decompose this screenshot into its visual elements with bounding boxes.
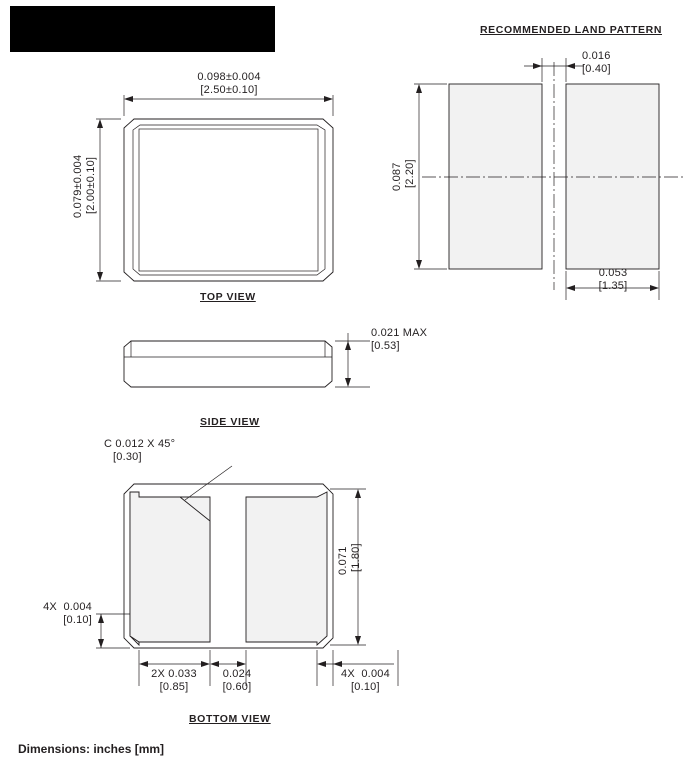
dimensions-note: Dimensions: inches [mm] (18, 742, 165, 756)
bottom-view-chamfer-note: C 0.012 X 45° (104, 438, 176, 450)
bottom-view-title: BOTTOM VIEW (189, 713, 271, 725)
land-pattern-gap-dimension: 0.016 (582, 50, 611, 62)
land-pattern-height-dimension-mm: [2.20] (404, 159, 416, 188)
land-pattern-height-dimension: 0.087 (391, 162, 403, 191)
bottom-view-pad-width-dimension-mm: [0.85] (159, 681, 189, 693)
bottom-view-pad-space-dimension-mm: [0.60] (222, 681, 252, 693)
bottom-view-chamfer-note-mm: [0.30] (113, 451, 142, 463)
bottom-view-pad-space-dimension: 0.024 (222, 668, 252, 680)
top-view-height-dimension: 0.079±0.004 (72, 154, 84, 218)
bottom-view-left-gap-dimension: 4X 0.004 (43, 601, 92, 613)
bottom-view-right-gap-dimension: 4X 0.004 (341, 668, 390, 680)
top-view-width-dimension: 0.098±0.004 (197, 71, 261, 83)
side-view-title: SIDE VIEW (200, 416, 260, 428)
side-view-thickness-dimension: 0.021 MAX (371, 327, 428, 339)
top-view-height-dimension-mm: [2.00±0.10] (85, 156, 97, 214)
land-pattern-gap-dimension-mm: [0.40] (582, 63, 611, 75)
bottom-view-left-gap-dimension-mm: [0.10] (63, 614, 92, 626)
bottom-view-right-gap-dimension-mm: [0.10] (351, 681, 380, 693)
side-view-thickness-dimension-mm: [0.53] (371, 340, 400, 352)
land-pattern-pad-width-dimension-mm: [1.35] (598, 280, 628, 292)
bottom-view-pad-width-dimension: 2X 0.033 (151, 668, 197, 680)
top-view-title: TOP VIEW (200, 291, 256, 303)
bottom-view-pad-height-dimension-mm: [1.80] (350, 543, 362, 572)
land-pattern-title: RECOMMENDED LAND PATTERN (480, 24, 663, 36)
land-pattern-pad-width-dimension: 0.053 (598, 267, 628, 279)
bottom-view-pad-height-dimension: 0.071 (337, 546, 349, 575)
top-view-width-dimension-mm: [2.50±0.10] (200, 84, 258, 96)
